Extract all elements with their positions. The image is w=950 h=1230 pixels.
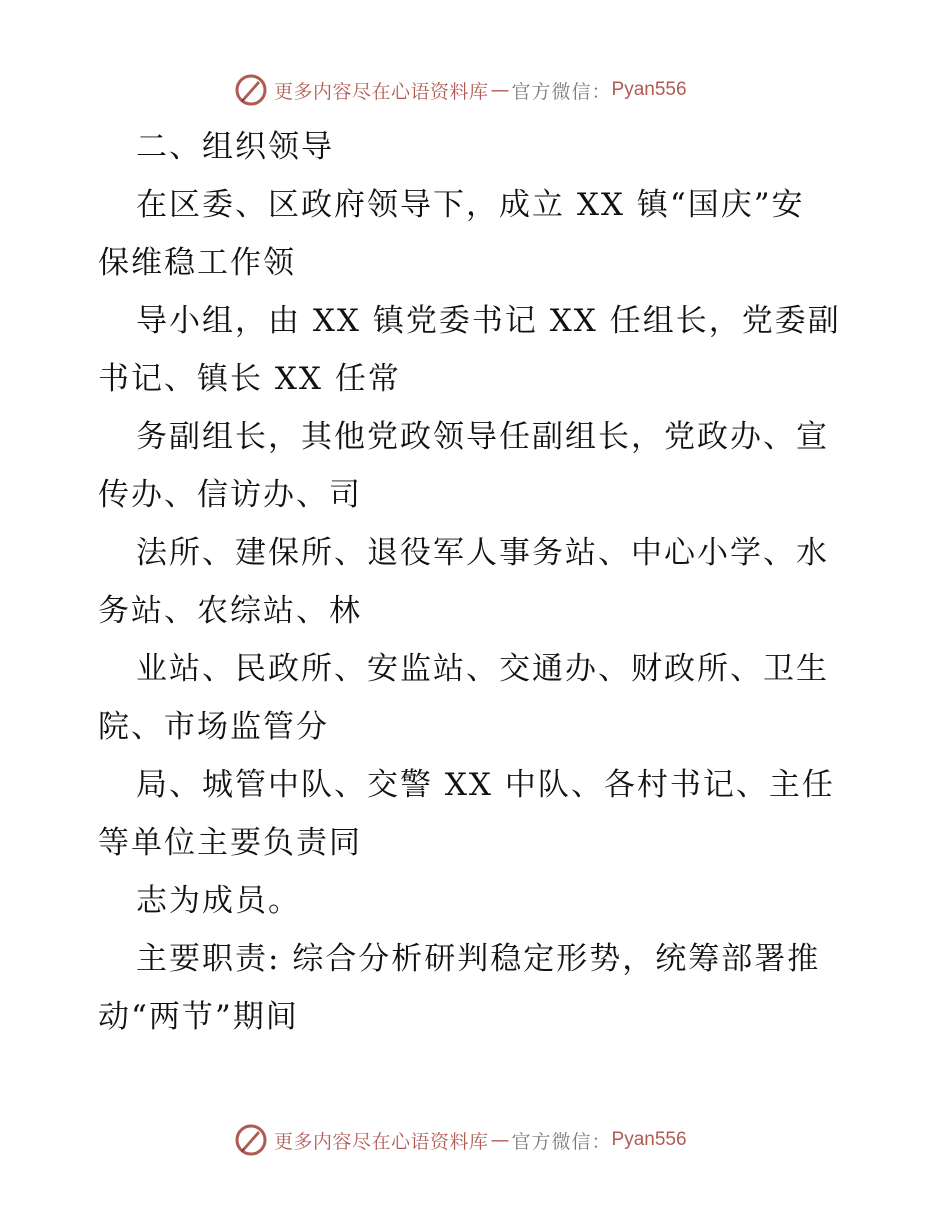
watermark-id: Pyan556 <box>611 79 687 100</box>
text-line: 法所、建保所、退役军人事务站、中心小学、水 <box>136 535 829 571</box>
watermark-text: 更多内容尽在心语资料库 <box>274 1130 489 1153</box>
text-line: 保维稳工作领 <box>98 245 296 281</box>
text-line: 二、组织领导 <box>136 129 334 165</box>
text-line: 主要职责: 综合分析研判稳定形势，统筹部署推 <box>136 941 821 977</box>
text-line: 导小组，由 XX 镇党委书记 XX 任组长，党委副 <box>136 303 841 339</box>
text-line: 务副组长，其他党政领导任副组长，党政办、宣 <box>136 419 829 455</box>
text-line: 志为成员。 <box>136 883 301 919</box>
header-watermark <box>234 72 734 108</box>
text-line: 局、城管中队、交警 XX 中队、各村书记、主任 <box>136 767 835 803</box>
text-line: 在区委、区政府领导下，成立 XX 镇“国庆”安 <box>136 187 805 223</box>
watermark-label: 官方微信： <box>511 80 612 103</box>
text-line: 业站、民政所、安监站、交通办、财政所、卫生 <box>136 651 829 687</box>
watermark-text: 更多内容尽在心语资料库 <box>274 80 489 103</box>
text-line: 动“两节”期间 <box>98 999 299 1035</box>
watermark-id: Pyan556 <box>611 1129 687 1150</box>
document-body <box>98 118 858 1046</box>
footer-watermark <box>234 1122 734 1158</box>
watermark-label: 官方微信： <box>511 1130 612 1153</box>
quill-logo-icon <box>234 1123 268 1157</box>
text-line: 院、市场监管分 <box>98 709 329 745</box>
text-line: 务站、农综站、林 <box>98 593 362 629</box>
text-line: 等单位主要负责同 <box>98 825 362 861</box>
text-line: 书记、镇长 XX 任常 <box>98 361 401 397</box>
watermark-dash: — <box>490 79 510 101</box>
text-line: 传办、信访办、司 <box>98 477 362 513</box>
watermark-dash: — <box>490 1129 510 1151</box>
quill-logo-icon <box>234 73 268 107</box>
